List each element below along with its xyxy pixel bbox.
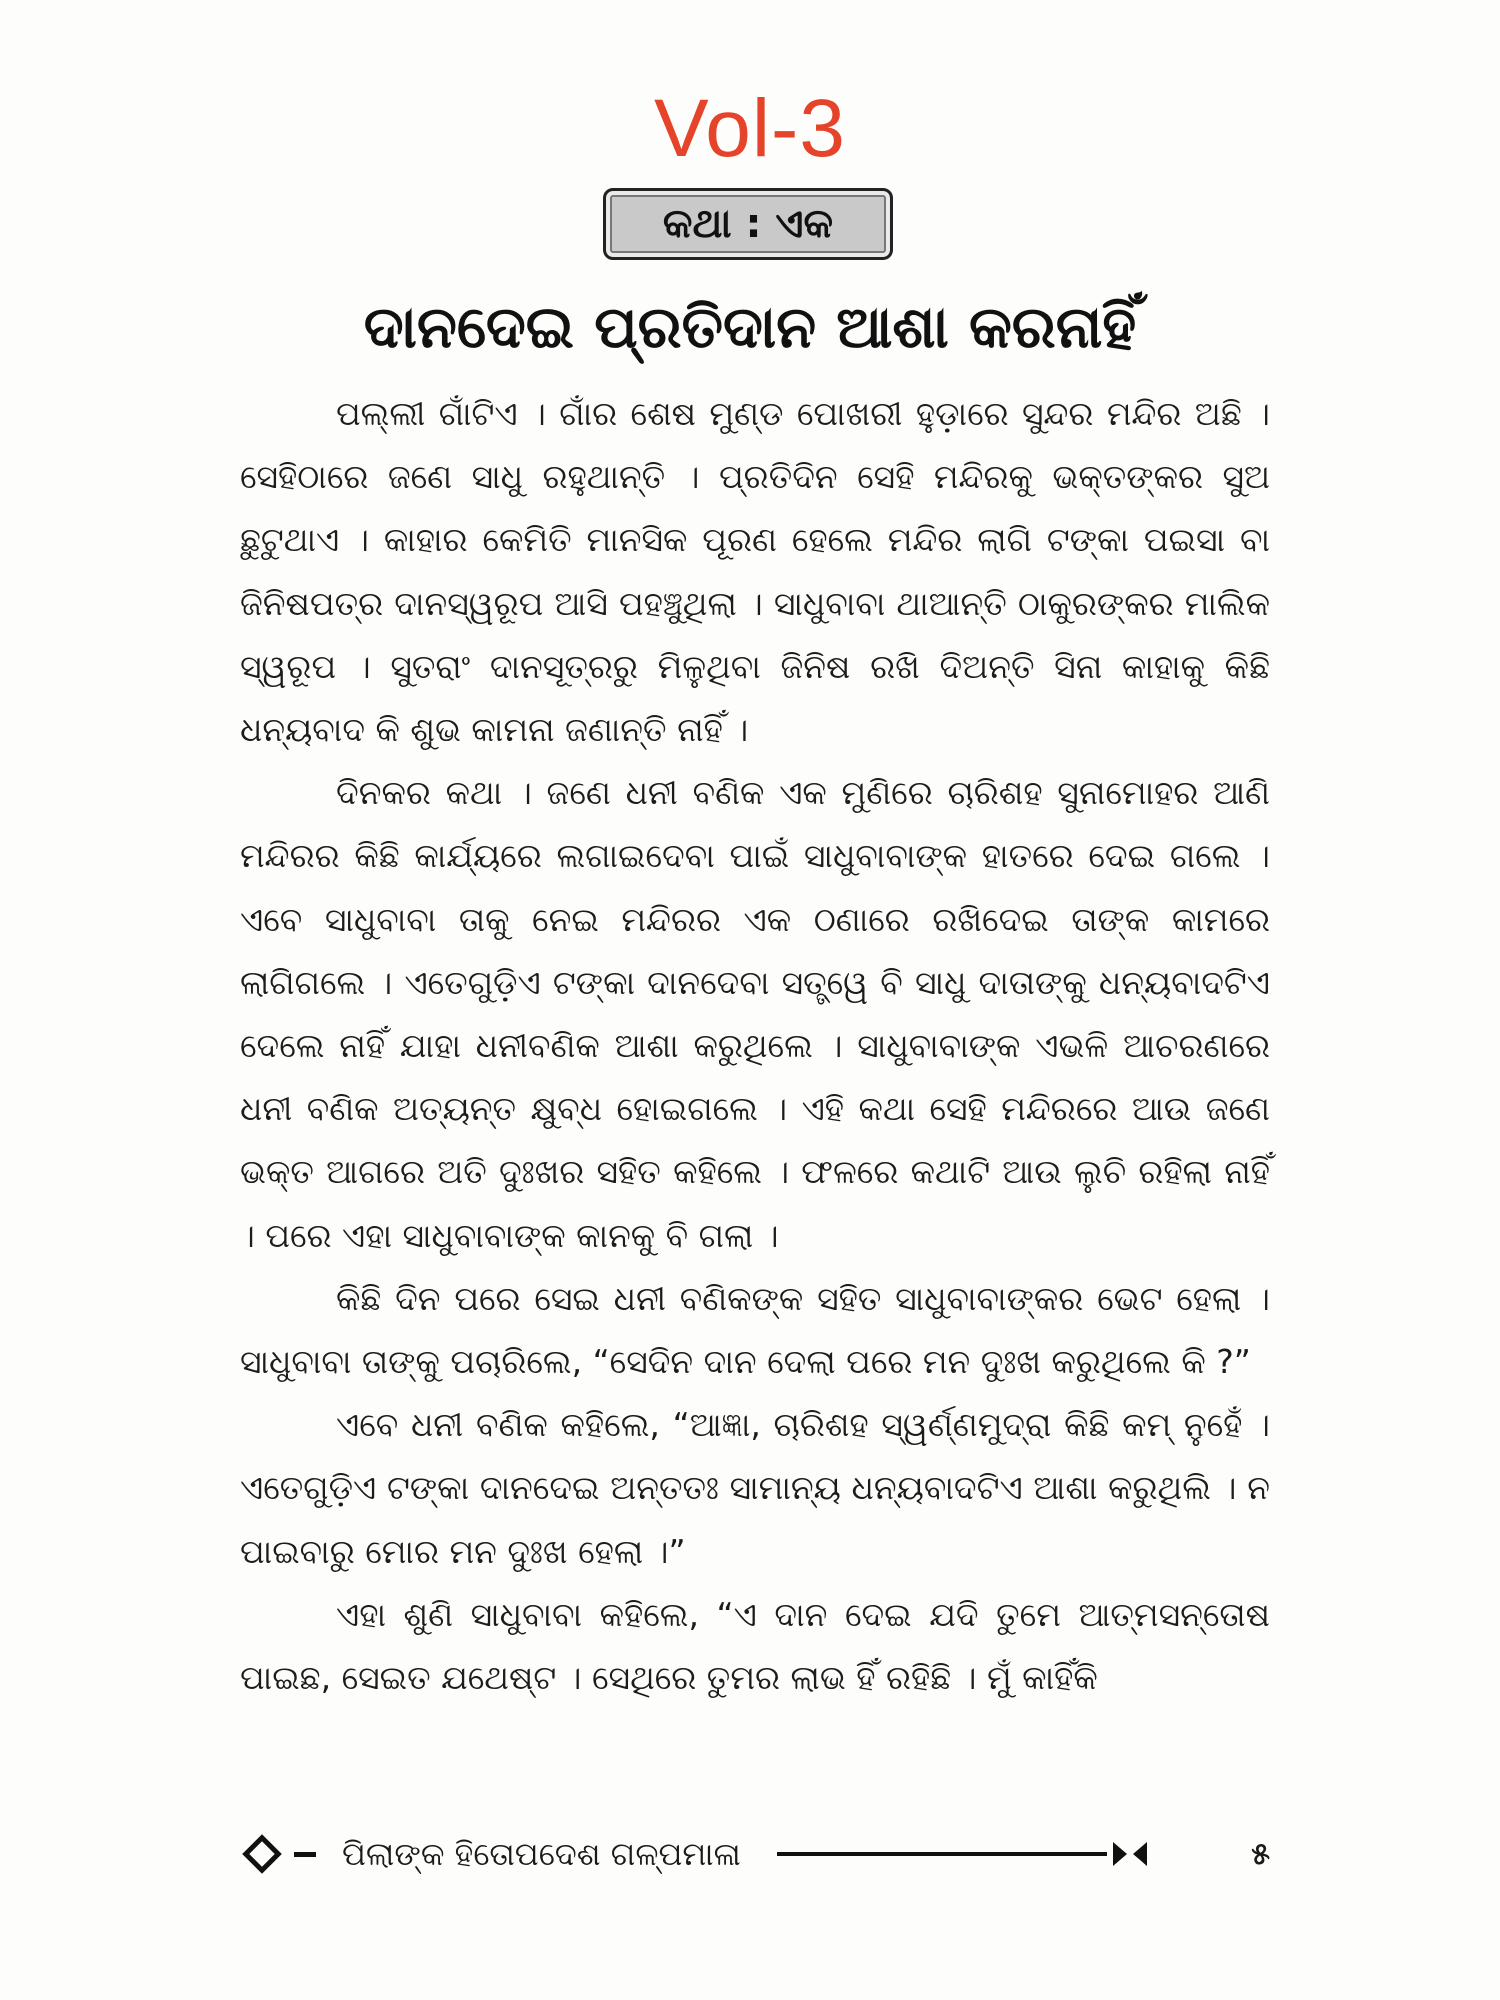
end-ornament-icon	[1113, 1842, 1147, 1866]
left-triangle-icon	[1133, 1842, 1147, 1866]
paragraph: ପଲ୍ଲୀ ଗାଁଟିଏ । ଗାଁର ଶେଷ ମୁଣ୍ଡ ପୋଖରୀ ହୁଡ଼ାରେ ସୁନ୍ଦର ମନ୍ଦିର ଅଛି । ସେହିଠାରେ ଜଣେ ସାଧୁ ରହୁଥାନ୍ତି । ପ୍ରତିଦିନ ସେହି ମନ୍ଦିରକୁ ଭକ୍ତଙ୍କର ସୁଅ ଛୁଟୁଥାଏ । କାହାର କେମିତି ମାନସିକ ପୂରଣ ହେଲେ ମନ୍ଦିର ଲାଗି ଟଙ୍କା ପଇସା ବା ଜିନିଷପତ୍ର ଦାନସ୍ୱରୂପ ଆସି ପହଞ୍ଚୁଥିଲା । ସାଧୁବାବା ଥାଆନ୍ତି ଠାକୁରଙ୍କର ମାଲିକ ସ୍ୱରୂପ । ସୁତରାଂ ଦାନସୂତ୍ରରୁ ମିଳୁଥିବା ଜିନିଷ ରଖି ଦିଅନ୍ତି ସିନା କାହାକୁ କିଛି ଧନ୍ୟବାଦ କି ଶୁଭ କାମନା ଜଣାନ୍ତି ନାହିଁ ।	[240, 394, 1270, 750]
paragraph: ଏବେ ଧନୀ ବଣିକ କହିଲେ, “ଆଜ୍ଞା, ଚାରିଶହ ସ୍ୱର୍ଣ୍ଣମୁଦ୍ରା କିଛି କମ୍ ନୁହେଁ । ଏତେଗୁଡ଼ିଏ ଟଙ୍କା ଦାନଦେଇ ଅନ୍ତତଃ ସାମାନ୍ୟ ଧନ୍ୟବାଦଟିଏ ଆଶା କରୁଥିଲି । ନ ପାଇବାରୁ ମୋର ମନ ଦୁଃଖ ହେଲା ।”	[240, 1405, 1270, 1571]
paragraph: ଦିନକର କଥା । ଜଣେ ଧନୀ ବଣିକ ଏକ ମୁଣିରେ ଚାରିଶହ ସୁନାମୋହର ଆଣି ମନ୍ଦିରର କିଛି କାର୍ଯ୍ୟରେ ଲଗାଇଦେବା ପାଇଁ ସାଧୁବାବାଙ୍କ ହାତରେ ଦେଇ ଗଲେ । ଏବେ ସାଧୁବାବା ତାକୁ ନେଇ ମନ୍ଦିରର ଏକ ଠଣାରେ ରଖିଦେଇ ତାଙ୍କ କାମରେ ଲାଗିଗଲେ । ଏତେଗୁଡ଼ିଏ ଟଙ୍କା ଦାନଦେବା ସତ୍ତ୍ୱେ ବି ସାଧୁ ଦାତାଙ୍କୁ ଧନ୍ୟବାଦଟିଏ ଦେଲେ ନାହିଁ ଯାହା ଧନୀବଣିକ ଆଶା କରୁଥିଲେ । ସାଧୁବାବାଙ୍କ ଏଭଳି ଆଚରଣରେ ଧନୀ ବଣିକ ଅତ୍ୟନ୍ତ କ୍ଷୁବ୍ଧ ହୋଇଗଲେ । ଏହି କଥା ସେହି ମନ୍ଦିରରେ ଆଉ ଜଣେ ଭକ୍ତ ଆଗରେ ଅତି ଦୁଃଖର ସହିତ କହିଲେ । ଫଳରେ କଥାଟି ଆଉ ଲୁଚି ରହିଲା ନାହିଁ । ପରେ ଏହା ସାଧୁବାବାଙ୍କ କାନକୁ ବି ଗଲା ।	[240, 773, 1270, 1255]
volume-label: Vol-3	[654, 83, 846, 174]
story-title: ଦାନଦେଇ ପ୍ରତିଦାନ ଆଶା କରନାହିଁ	[363, 293, 1137, 361]
paragraph: ଏହା ଶୁଣି ସାଧୁବାବା କହିଲେ, “ଏ ଦାନ ଦେଇ ଯଦି ତୁମେ ଆତ୍ମସନ୍ତୋଷ ପାଇଛ, ସେଇତ ଯଥେଷ୍ଟ । ସେଥିରେ ତୁମର ଲାଭ ହିଁ ରହିଛି । ମୁଁ କାହିଁକି	[240, 1594, 1270, 1698]
story-number-badge: କଥା : ଏକ	[603, 188, 893, 260]
page-number: ୫	[1251, 1836, 1270, 1872]
book-title: ପିଲାଙ୍କ ହିତୋପଦେଶ ଗଳ୍ପମାଳା	[342, 1834, 741, 1873]
paragraph: କିଛି ଦିନ ପରେ ସେଇ ଧନୀ ବଣିକଙ୍କ ସହିତ ସାଧୁବାବାଙ୍କର ଭେଟ ହେଲା । ସାଧୁବାବା ତାଙ୍କୁ ପଚାରିଲେ, “ସେଦିନ ଦାନ ଦେଲା ପରେ ମନ ଦୁଃଖ କରୁଥିଲେ କି ?”	[240, 1278, 1270, 1382]
page-footer	[240, 1826, 1280, 1882]
footer-dash	[294, 1852, 316, 1857]
story-body	[240, 382, 1270, 1709]
footer-rule	[777, 1852, 1107, 1856]
diamond-ornament-icon	[242, 1834, 282, 1874]
right-triangle-icon	[1113, 1842, 1127, 1866]
